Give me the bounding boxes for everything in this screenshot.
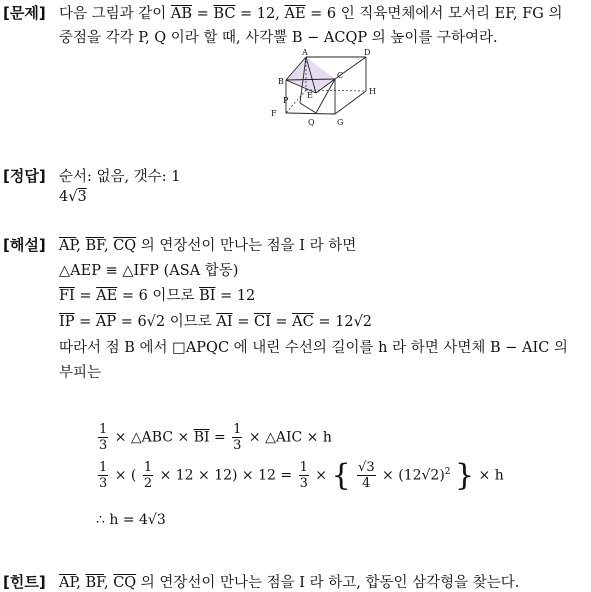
cuboid-figure [266, 45, 388, 127]
answer-label: [정답] [3, 167, 46, 185]
label-f: F [271, 109, 277, 118]
explanation-line-6: 부피는 [59, 365, 102, 381]
explanation-line-5: 따라서 점 B 에서 □APQC 에 내린 수선의 길이를 h 라 하면 사면체 B − AIC 의 [59, 340, 568, 356]
problem-line-2: 중점을 각각 P, Q 이라 할 때, 사각뿔 B − ACQP 의 높이를 구하여라. [59, 30, 498, 46]
label-p: P [283, 96, 289, 105]
label-c: C [337, 71, 344, 80]
label-b: B [278, 77, 284, 86]
label-g: G [337, 118, 344, 127]
answer-line-1: 순서: 없음, 갯수: 1 [59, 169, 181, 185]
label-a: A [302, 48, 308, 57]
problem-line-1: 다음 그림과 같이 $\overline{AB} = \overline{BC} = 12$, $\overline{AE} = 6$ 인 직육면체에서 모서리 EF, FG 의 [59, 6, 563, 22]
problem-label: [문제] [3, 4, 46, 22]
label-q: Q [308, 118, 315, 127]
label-d: D [364, 48, 371, 57]
explanation-label: [해설] [3, 236, 46, 254]
label-e: E [307, 91, 313, 100]
label-h: H [369, 87, 376, 96]
hint-label: [힌트] [3, 573, 46, 591]
hint-line: $\overline{AP}$, $\overline{BF}$, $\overline{CQ}$ 의 연장선이 만나는 점을 I 라 하고, 합동인 삼각형을 찾는다. [59, 575, 520, 591]
section-shade [286, 57, 335, 93]
explanation-line-3: $\overline{FI} = \overline{AE} = 6$ 이므로 $\overline{BI} = 12$ [59, 288, 256, 304]
explanation-line-1: $\overline{AP}$, $\overline{BF}$, $\overline{CQ}$ 의 연장선이 만나는 점을 I 라 하면 [59, 238, 357, 254]
explanation-line-2: △AEP ≡ △IFP (ASA 합동) [59, 263, 239, 279]
math-line-1: $\frac{1}{3}$ × △ABC × $\overline{BI}$ = $\frac{1}{3}$ × △AIC × h [99, 422, 332, 453]
answer-value: 4√3 [59, 189, 87, 205]
math-line-3: ∴ h = 4√3 [96, 512, 166, 528]
explanation-line-4: $\overline{IP} = \overline{AP} = 6√2$ 이므로 $\overline{AI} = \overline{CI} = \overline{AC} = 12√2$ [59, 314, 373, 330]
math-line-2: $\frac{1}{3}$ × ( $\frac{1}{2}$ × 12 × 12) × 12 = $\frac{1}{3}$ × { $\frac{√3}{4}$ × $(12√2)^2$ } × h [99, 458, 504, 493]
